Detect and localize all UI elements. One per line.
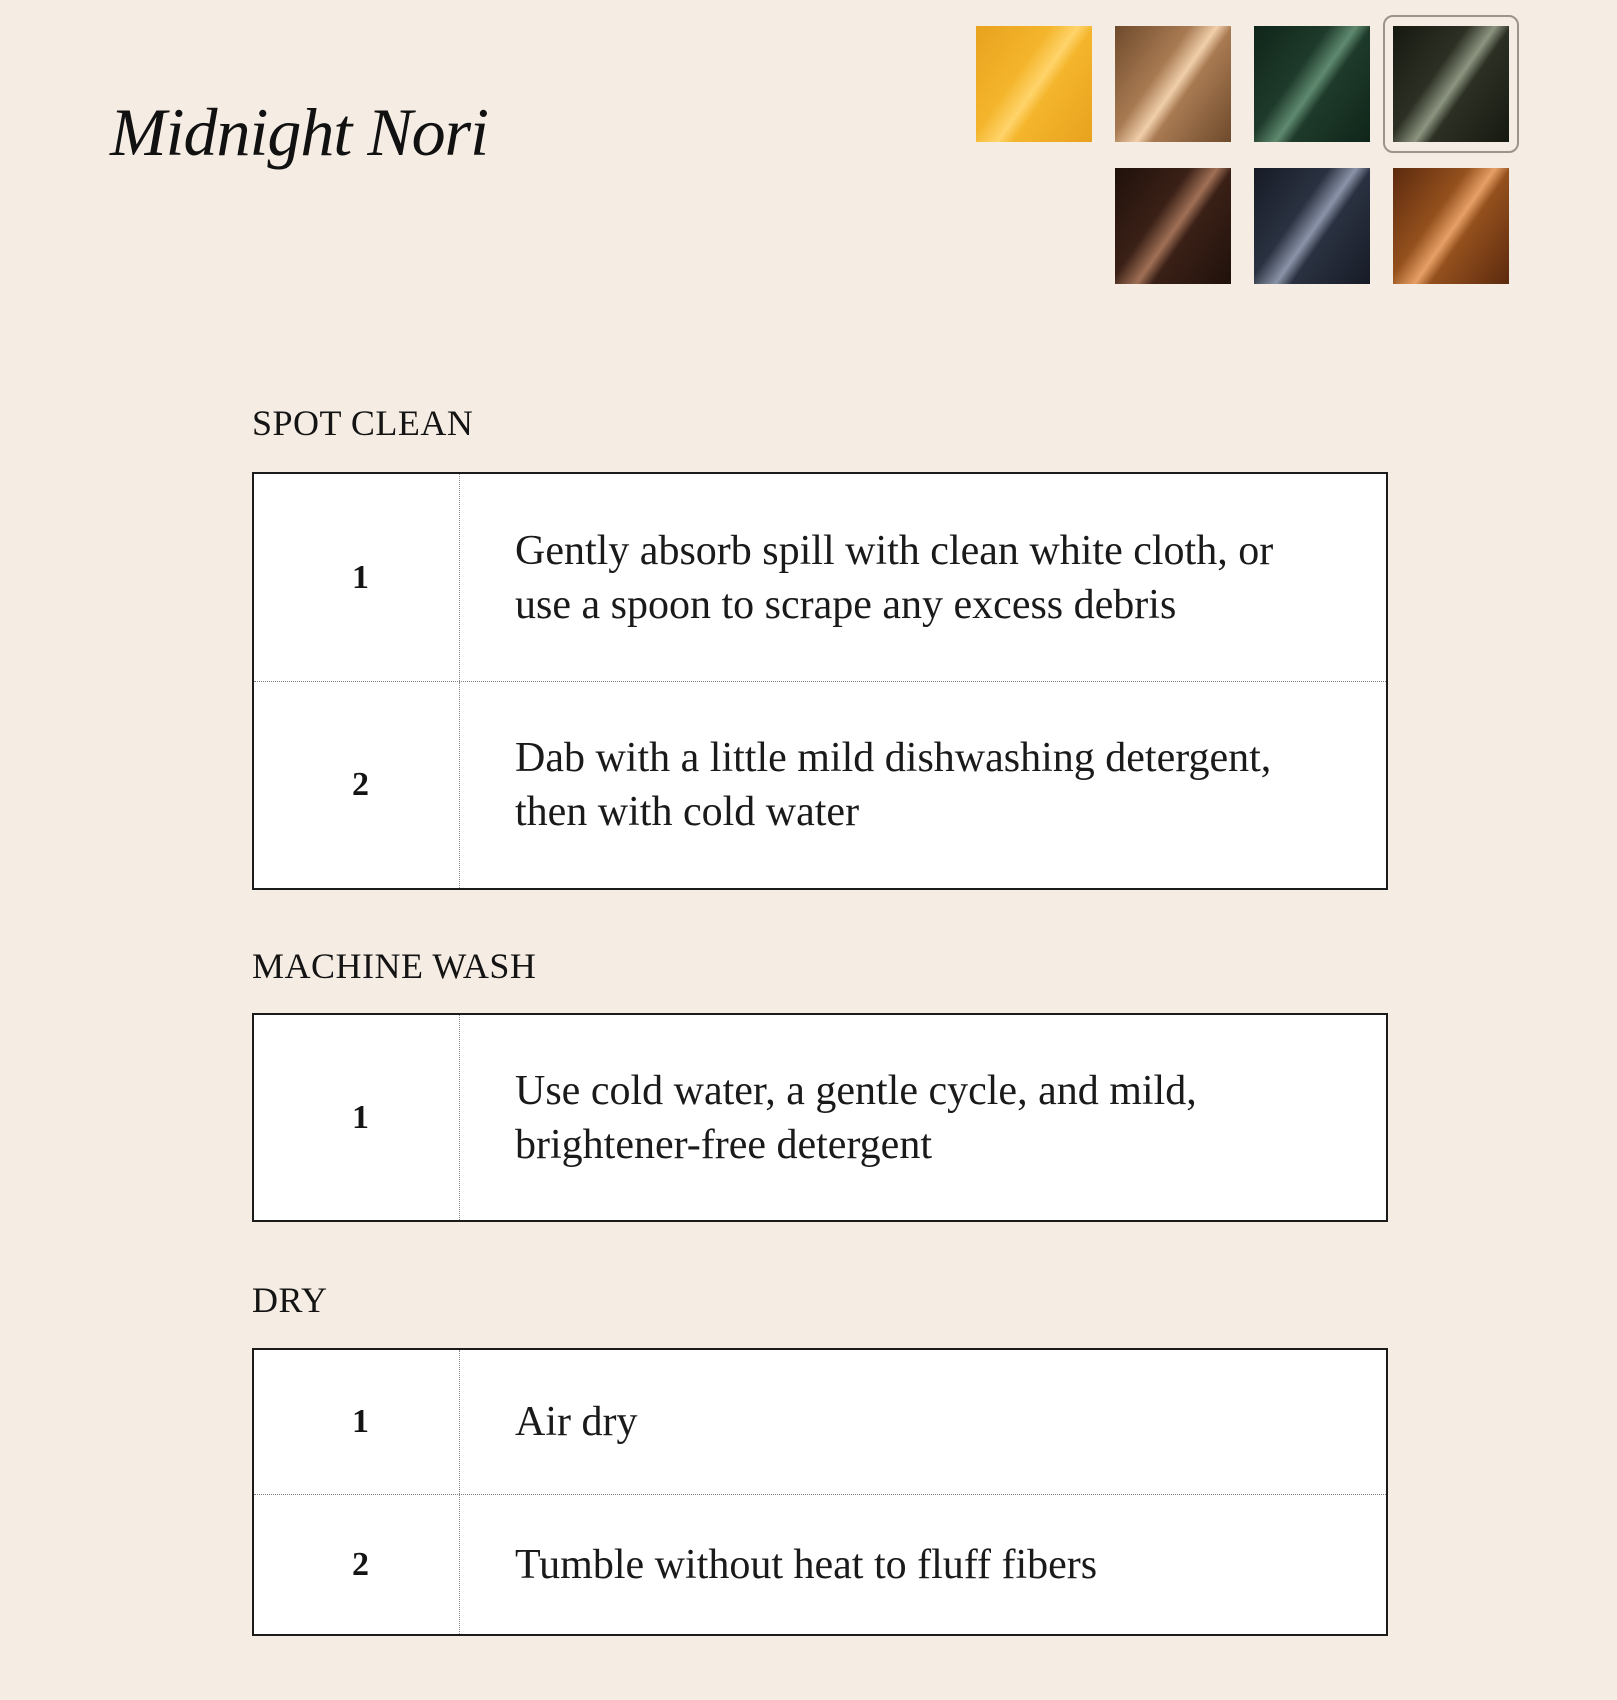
swatch-slate-navy-velvet[interactable] — [1254, 168, 1370, 284]
step-number: 1 — [254, 1350, 460, 1494]
table-row — [254, 681, 1386, 888]
table-row — [254, 1015, 1386, 1220]
swatch-midnight-nori-velvet[interactable] — [1393, 26, 1509, 142]
swatch-bronze-velvet[interactable] — [1115, 26, 1231, 142]
swatch-chocolate-velvet[interactable] — [1115, 168, 1231, 284]
dry-section — [252, 1280, 1388, 1588]
table-row — [254, 1494, 1386, 1634]
machine-wash-table — [252, 1013, 1388, 1222]
product-title: Midnight Nori — [110, 94, 489, 170]
step-number: 2 — [254, 682, 460, 888]
step-text: Air dry — [515, 1399, 638, 1445]
step-text: Dab with a little mild dishwashing detergent, then with cold water — [515, 735, 1272, 835]
spot-clean-section — [252, 403, 1388, 835]
machine-wash-section — [252, 946, 1388, 1168]
section-title: SPOT CLEAN — [252, 403, 474, 443]
swatch-forest-green-velvet[interactable] — [1254, 26, 1370, 142]
color-swatch-grid — [0, 0, 1617, 300]
section-title: DRY — [252, 1280, 328, 1320]
spot-clean-table — [252, 472, 1388, 890]
swatch-mustard-velvet[interactable] — [976, 26, 1092, 142]
dry-table — [252, 1348, 1388, 1636]
step-number: 2 — [254, 1495, 460, 1634]
step-number: 1 — [254, 1015, 460, 1220]
step-text: Use cold water, a gentle cycle, and mild, brightener-free detergent — [515, 1067, 1197, 1168]
swatch-rust-velvet[interactable] — [1393, 168, 1509, 284]
step-text: Gently absorb spill with clean white cloth, or use a spoon to scrape any excess debris — [515, 527, 1274, 628]
step-text: Tumble without heat to fluff fibers — [515, 1541, 1098, 1588]
table-row — [254, 1350, 1386, 1494]
section-title: MACHINE WASH — [252, 946, 537, 986]
table-row — [254, 474, 1386, 681]
step-number: 1 — [254, 474, 460, 681]
